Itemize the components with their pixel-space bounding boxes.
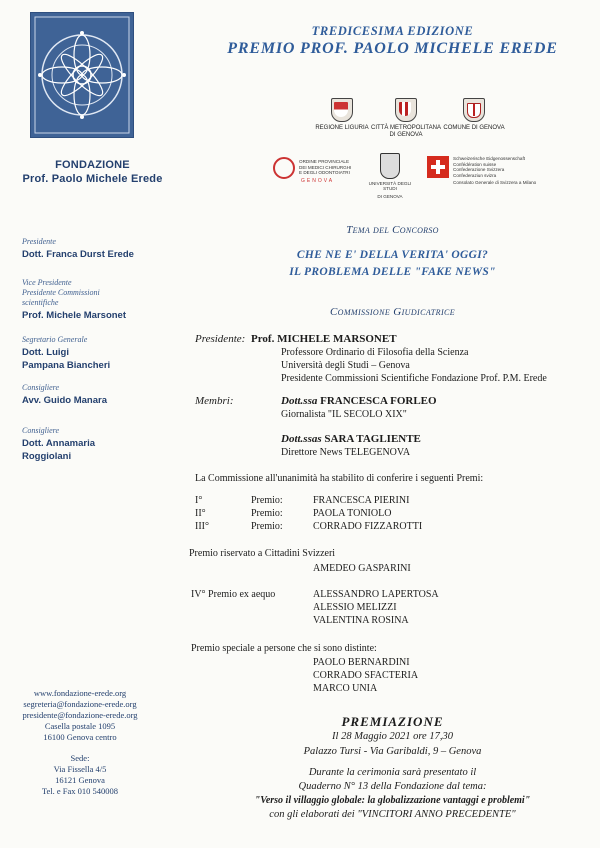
swiss-prize-label: Premio riservato a Cittadini Svizzeri: [189, 548, 336, 559]
president-detail: Professore Ordinario di Filosofia della Scienza: [281, 347, 469, 358]
theme-label: Tema del Concorso: [346, 224, 439, 236]
ceremony-place: Palazzo Tursi - Via Garibaldi, 9 – Genova: [303, 746, 482, 757]
member-name: Dott.ssa FRANCESCA FORLEO: [281, 395, 437, 407]
member-role: Direttore News TELEGENOVA: [281, 447, 411, 458]
member-role: Giornalista "IL SECOLO XIX": [281, 409, 407, 420]
member-name: Dott.ssas SARA TAGLIENTE: [281, 433, 421, 445]
theme-line2: IL PROBLEMA DELLE "FAKE NEWS": [289, 266, 496, 278]
results-intro: La Commissione all'unanimità ha stabilito di conferire i seguenti Premi:: [195, 473, 484, 484]
partner-universita-genova: UNIVERSITÀ DEGLI STUDI DI GENOVA: [365, 153, 415, 199]
ceremony-note: Durante la cerimonia sarà presentato il: [308, 767, 477, 778]
ceremony-note: con gli elaborati dei "VINCITORI ANNO PRECEDENTE": [269, 809, 516, 820]
board-role: Presidente: [22, 237, 56, 246]
partner-citta-metropolitana: CITTÀ METROPOLITANA DI GENOVA: [370, 98, 442, 139]
board-member: Roggiolani: [22, 451, 72, 462]
prize-title: PREMIO PROF. PAOLO MICHELE EREDE: [227, 40, 558, 57]
street: Via Fissella 4/5: [53, 764, 107, 774]
fourth-prize-winner: ALESSANDRO LAPERTOSA: [313, 589, 439, 600]
swiss-prize-winner: AMEDEO GASPARINI: [313, 563, 411, 574]
foundation-name-line2: Prof. Paolo Michele Erede: [22, 173, 163, 185]
ceremony-title: PREMIAZIONE: [341, 714, 444, 729]
board-member: Pampana Biancheri: [22, 360, 111, 371]
foundation-name-line1: FONDAZIONE: [55, 159, 130, 171]
phone: Tel. e Fax 010 540008: [41, 786, 119, 796]
president-name: Prof. MICHELE MARSONET: [251, 333, 397, 345]
board-member: Dott. Luigi: [22, 347, 69, 358]
president-detail: Presidente Commissioni Scientifiche Fondazione Prof. P.M. Erede: [281, 373, 547, 384]
prize-rank: III°: [195, 521, 209, 532]
partner-comune-genova: COMUNE DI GENOVA: [443, 98, 505, 132]
prize-winner: FRANCESCA PIERINI: [313, 495, 410, 506]
ceremony-date: Il 28 Maggio 2021 ore 17,30: [332, 731, 453, 742]
board-member: Prof. Michele Marsonet: [22, 310, 126, 321]
email-link[interactable]: presidente@fondazione-erede.org: [22, 710, 138, 720]
board-member: Avv. Guido Manara: [22, 395, 107, 406]
foundation-sidebar: [0, 0, 185, 848]
president-detail: Università degli Studi – Genova: [281, 360, 410, 371]
prize-label: Premio:: [251, 508, 283, 519]
prize-label: Premio:: [251, 495, 283, 506]
board-member: Dott. Franca Durst Erede: [22, 249, 134, 260]
edition-heading: TREDICESIMA EDIZIONE: [311, 24, 474, 38]
city: 16121 Genova: [55, 775, 105, 785]
ceremony-note: Quaderno N° 13 della Fondazione dal tema:: [298, 781, 487, 792]
po-city: 16100 Genova centro: [43, 732, 117, 742]
special-prize-winner: CORRADO SFACTERIA: [313, 670, 419, 681]
ceremony-quote: "Verso il villaggio globale: la globalizzazione vantaggi e problemi": [254, 795, 531, 806]
regione-liguria-crest-icon: [331, 98, 353, 122]
foundation-logo: [30, 12, 134, 138]
unige-shield-icon: [380, 153, 400, 179]
special-prize-winner: MARCO UNIA: [313, 683, 378, 694]
contact-block: [0, 688, 160, 797]
special-prize-winner: PAOLO BERNARDINI: [313, 657, 410, 668]
main-content: TREDICESIMA EDIZIONE PREMIO PROF. PAOLO MICHELE EREDE REGIONE LIGURIA CITTÀ METROPOLITANA DI GENOVA COMUNE DI GENOVA ORDINE PROVINCIALE DEI MEDICI CHIRURGHI E DEGLI ODONTOIATRI GENOVA UNIVERSITÀ DEGLI STUDI DI GENOVA Schweizerische Eidgenossenschaft Confédération suisse Confederazione Svizzera Confederaziun svizra Consolato Generale di Svizzera a Milano Tema del Concorso CHE NE E' DELLA VERITA' OGGI? IL PROBLEMA DELLE "FAKE NEWS" Commissione Giudicatrice Presidente: Prof. MICHELE MARSONET Professore Ordinario di Filosofia della Scienza Università degli Studi – Genova Presidente Commissioni Scientifiche Fondazione Prof. P.M. Erede Membri: Dott.ssa FRANCESCA FORLEO Giornalista "IL SECOLO XIX" Dott.ssas SARA TAGLIENTE Direttore News TELEGENOVA La Commissione all'unanimità ha stabilito di conferire i seguenti Premi: I° Premio: FRANCESCA PIERINI II° Premio: PAOLA TONIOLO III° Premio: CORRADO FIZZAROTTI Premio riservato a Cittadini Svizzeri AMEDEO GASPARINI IV° Premio ex aequo ALESSANDRO LAPERTOSA ALESSIO MELIZZI VALENTINA ROSINA Premio speciale a persone che si sono distinte: PAOLO BERNARDINI CORRADO SFACTERIA MARCO UNIA PREMIAZIONE Il 28 Maggio 2021 ore 17,30 Palazzo Tursi - Via Garibaldi, 9 – Genova Durante la cerimonia sarà presentato il Quaderno N° 13 della Fondazione dal tema: "Verso il villaggio globale: la globalizzazione vantaggi e problemi" con gli elaborati dei "VINCITORI ANNO PRECEDENTE": [185, 0, 600, 848]
prize-winner: CORRADO FIZZAROTTI: [313, 521, 423, 532]
citta-metropolitana-crest-icon: [395, 98, 417, 122]
board-role: Consigliere: [22, 426, 60, 435]
prize-label: Premio:: [251, 521, 283, 532]
theme-line1: CHE NE E' DELLA VERITA' OGGI?: [296, 249, 489, 261]
prize-winner: PAOLA TONIOLO: [313, 508, 392, 519]
email-link[interactable]: segreteria@fondazione-erede.org: [23, 699, 137, 709]
seat-label: Sede:: [70, 753, 90, 763]
prize-rank: I°: [195, 495, 203, 506]
board-member: Dott. Annamaria: [22, 438, 96, 449]
members-label: Membri:: [195, 395, 234, 407]
board-role: Vice Presidente: [22, 278, 72, 287]
po-box: Casella postale 1095: [44, 721, 116, 731]
website-link[interactable]: www.fondazione-erede.org: [33, 688, 127, 698]
fourth-prize-label: IV° Premio ex aequo: [191, 589, 276, 600]
partner-regione-liguria: REGIONE LIGURIA: [315, 98, 369, 132]
board-role: Consigliere: [22, 383, 60, 392]
ordine-medici-logo-icon: [273, 157, 295, 179]
president-label: Presidente:: [195, 333, 246, 345]
board-role: scientifiche: [22, 298, 59, 307]
board-role: Presidente Commissioni: [22, 288, 100, 297]
special-prize-label: Premio speciale a persone che si sono distinte:: [191, 643, 377, 654]
fourth-prize-winner: ALESSIO MELIZZI: [313, 602, 397, 613]
fourth-prize-winner: VALENTINA ROSINA: [313, 615, 409, 626]
swiss-flag-icon: [427, 156, 449, 178]
commission-heading: Commissione Giudicatrice: [329, 306, 456, 318]
prize-rank: II°: [195, 508, 206, 519]
board-role: Segretario Generale: [22, 335, 88, 344]
comune-genova-crest-icon: [463, 98, 485, 122]
